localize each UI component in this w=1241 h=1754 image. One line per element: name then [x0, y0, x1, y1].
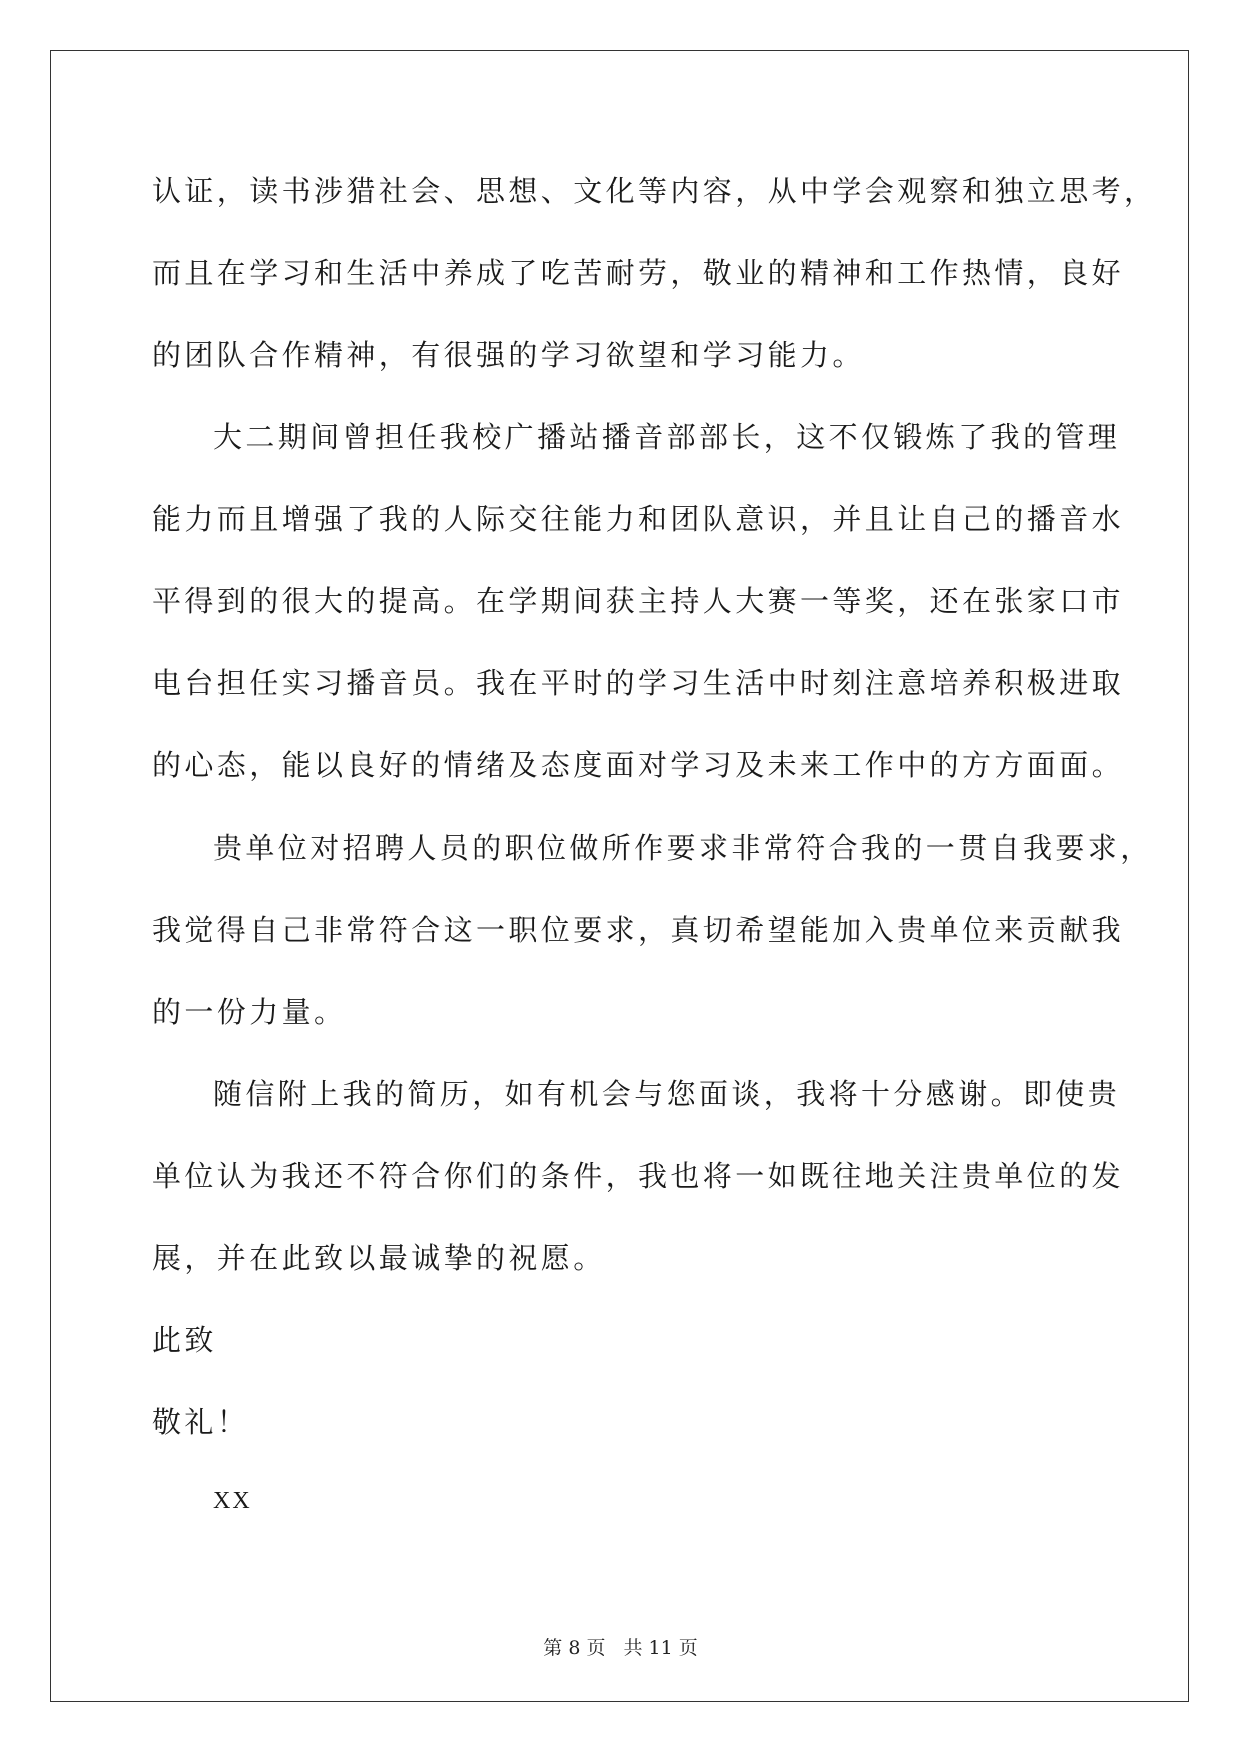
- paragraph-line: 贵单位对招聘人员的职位做所作要求非常符合我的一贯自我要求，: [213, 831, 1153, 865]
- page-number: 第 8 页: [543, 1637, 606, 1659]
- paragraph-line: 随信附上我的简历，如有机会与您面谈，我将十分感谢。即使贵: [213, 1077, 1121, 1111]
- closing-salutation: 此致: [152, 1323, 217, 1357]
- paragraph-line: 的心态，能以良好的情绪及态度面对学习及未来工作中的方方面面。: [152, 748, 1125, 782]
- paragraph-line: 大二期间曾担任我校广播站播音部部长，这不仅锻炼了我的管理: [213, 420, 1121, 454]
- paragraph-line: 能力而且增强了我的人际交往能力和团队意识，并且让自己的播音水: [152, 502, 1125, 536]
- page-footer: [0, 1633, 1241, 1660]
- paragraph-line: 平得到的很大的提高。在学期间获主持人大赛一等奖，还在张家口市: [152, 584, 1125, 618]
- paragraph-line: 电台担任实习播音员。我在平时的学习生活中时刻注意培养积极进取: [152, 666, 1125, 700]
- paragraph-line: 展，并在此致以最诚挚的祝愿。: [152, 1241, 606, 1275]
- paragraph-line: 我觉得自己非常符合这一职位要求，真切希望能加入贵单位来贡献我: [152, 913, 1125, 947]
- paragraph-line: 认证，读书涉猎社会、思想、文化等内容，从中学会观察和独立思考，: [152, 174, 1157, 208]
- paragraph-line: 的一份力量。: [152, 995, 347, 1029]
- page-frame: [50, 50, 1189, 1702]
- page-total: 共 11 页: [623, 1637, 698, 1659]
- paragraph-line: 单位认为我还不符合你们的条件，我也将一如既往地关注贵单位的发: [152, 1159, 1125, 1193]
- closing-regards: 敬礼！: [152, 1405, 250, 1439]
- paragraph-line: 而且在学习和生活中养成了吃苦耐劳，敬业的精神和工作热情，良好: [152, 256, 1125, 290]
- paragraph-line: 的团队合作精神，有很强的学习欲望和学习能力。: [152, 338, 865, 372]
- signature: XX: [213, 1488, 252, 1514]
